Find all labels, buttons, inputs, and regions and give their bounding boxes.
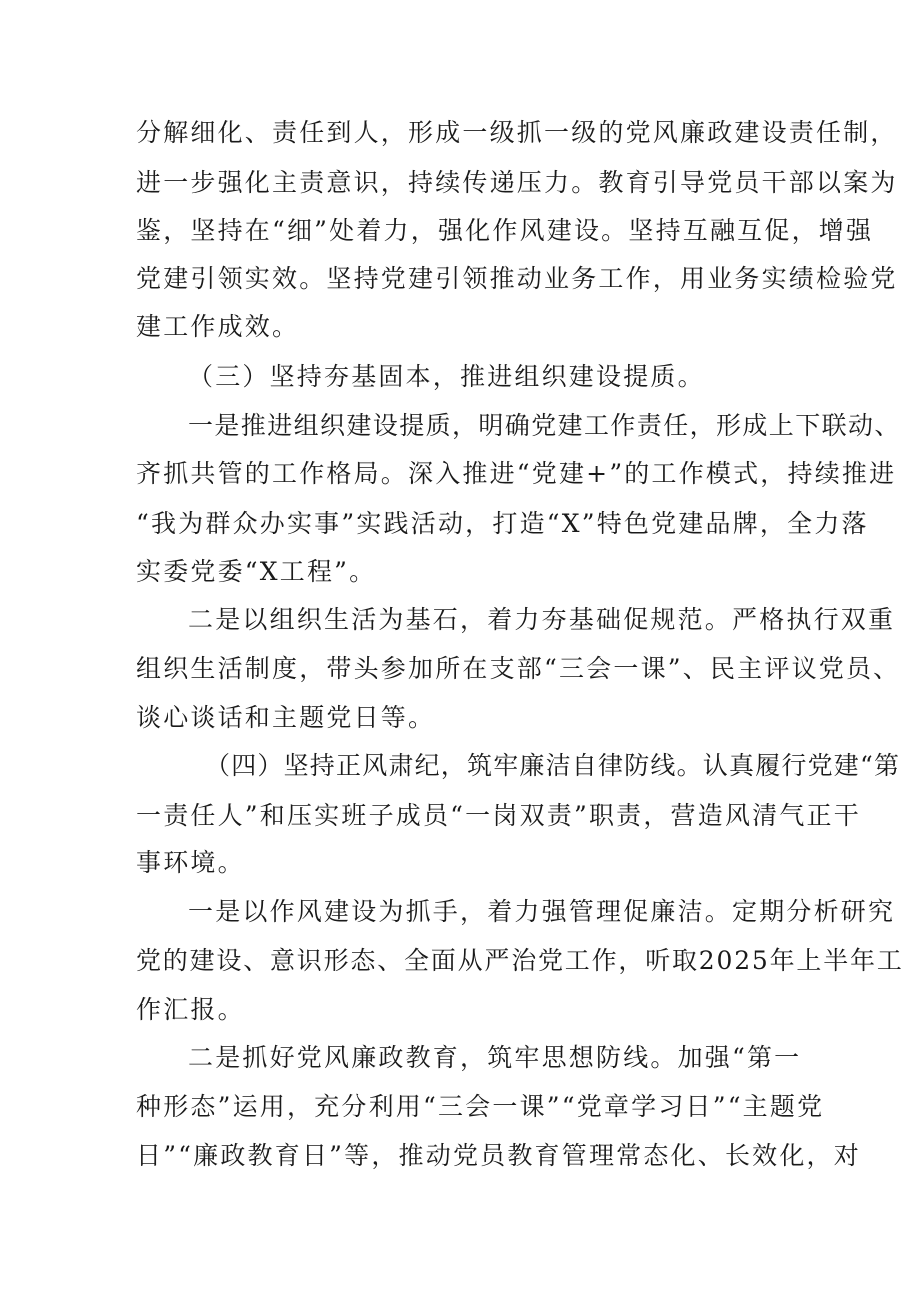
text-line: 齐抓共管的工作格局。深入推进“党建+”的工作模式，持续推进 <box>136 459 897 488</box>
text-line: 一责任人”和压实班子成员“一岗双责”职责，营造风清气正干 <box>136 801 861 830</box>
text-line: 党的建设、意识形态、全面从严治党工作，听取2025年上半年工 <box>136 946 904 975</box>
section-heading: （三）坚持夯基固本，推进组织建设提质。 <box>188 362 705 391</box>
text-line: 进一步强化主责意识，持续传递压力。教育引导党员干部以案为 <box>136 168 898 197</box>
text-line: 组织生活制度，带头参加所在支部“三会一课”、民主评议党员、 <box>136 654 901 683</box>
text-line: 实委党委“X工程”。 <box>136 557 377 586</box>
text-line: 种形态”运用，充分利用“三会一课”“党章学习日”“主题党 <box>136 1092 825 1121</box>
section-heading: （四）坚持正风肃纪，筑牢廉洁自律防线。认真履行党建“第 <box>205 751 901 780</box>
text-line: 建工作成效。 <box>136 312 300 341</box>
text-line: 作汇报。 <box>136 995 245 1024</box>
text-line: 事环境。 <box>136 848 245 877</box>
text-line: 日”“廉政教育日”等，推动党员教育管理常态化、长效化，对 <box>136 1141 861 1170</box>
text-line: 二是以组织生活为基石，着力夯基础促规范。严格执行双重 <box>188 605 896 634</box>
text-line: 二是抓好党风廉政教育，筑牢思想防线。加强“第一 <box>188 1043 802 1072</box>
text-line: 谈心谈话和主题党日等。 <box>136 703 436 732</box>
text-line: 一是以作风建设为抓手，着力强管理促廉洁。定期分析研究 <box>188 897 896 926</box>
text-line: “我为群众办实事”实践活动，打造“X”特色党建品牌，全力落 <box>136 509 869 538</box>
text-line: 鉴，坚持在“细”处着力，强化作风建设。坚持互融互促，增强 <box>136 216 874 245</box>
text-line: 分解细化、责任到人，形成一级抓一级的党风廉政建设责任制， <box>136 118 898 147</box>
text-line: 党建引领实效。坚持党建引领推动业务工作，用业务实绩检验党 <box>136 264 898 293</box>
text-line: 一是推进组织建设提质，明确党建工作责任，形成上下联动、 <box>188 411 901 440</box>
